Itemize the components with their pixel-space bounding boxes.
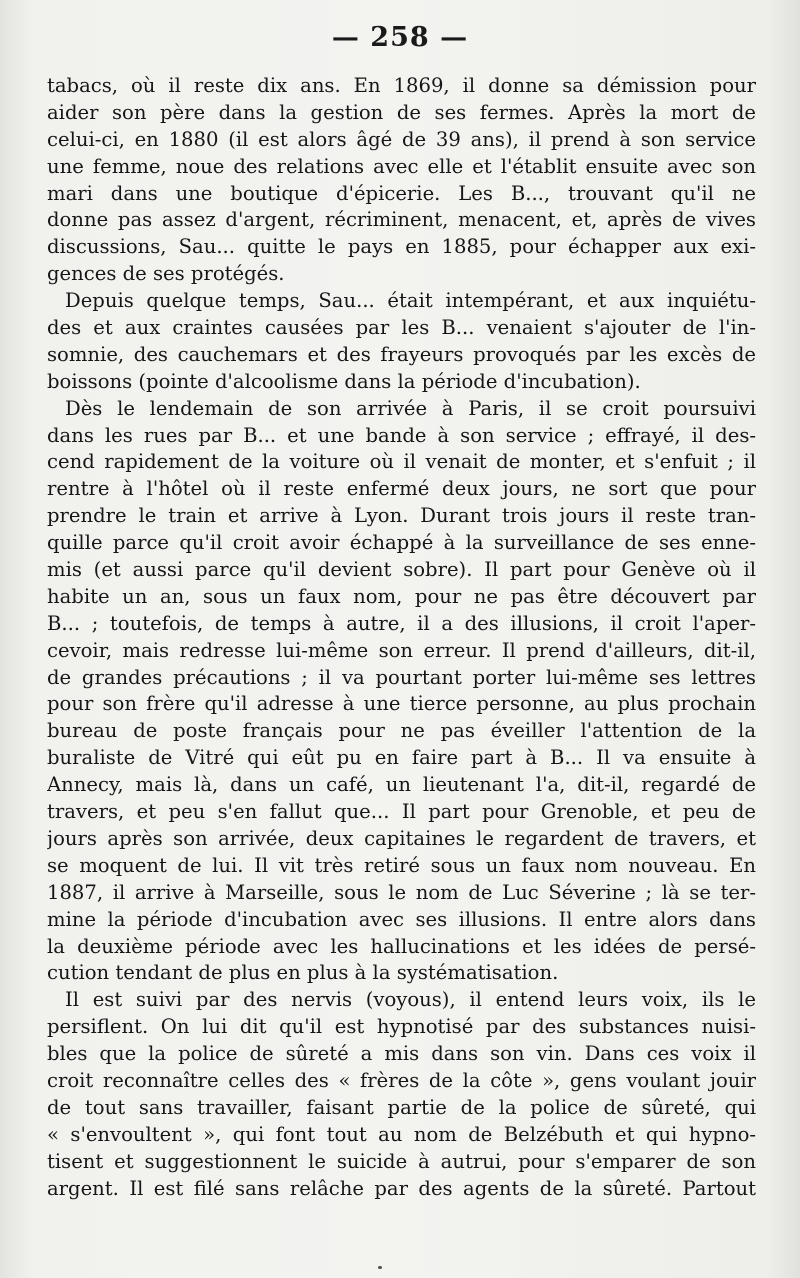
text-line: Il est suivi par des nervis (voyous), il entend leurs voix, ils le (65, 988, 756, 1012)
text-line: boissons (pointe d'alcoolisme dans la période d'incubation). (47, 369, 641, 393)
text-line: tisent et suggestionnent le suicide à autrui, pour s'emparer de son (47, 1149, 756, 1173)
paragraph (47, 396, 756, 988)
text-line: une femme, noue des relations avec elle et l'établit ensuite avec son (47, 154, 756, 178)
text-line: B... ; toutefois, de temps à autre, il a des illusions, il croit l'aper- (47, 611, 756, 635)
text-line: mis (et aussi parce qu'il devient sobre). Il part pour Genève où il (47, 558, 756, 582)
text-line: celui-ci, en 1880 (il est alors âgé de 39 ans), il prend à son service (47, 127, 756, 151)
page-number: — 258 — (331, 22, 469, 53)
paragraph (47, 288, 756, 396)
text-line: habite un an, sous un faux nom, pour ne pas être découvert par (47, 584, 756, 608)
print-speck (378, 1266, 382, 1269)
text-line: mine la période d'incubation avec ses illusions. Il entre alors dans (47, 907, 756, 931)
text-line: mari dans une boutique d'épicerie. Les B..., trouvant qu'il ne (47, 181, 756, 205)
body-text (47, 73, 756, 1202)
text-line: bureau de poste français pour ne pas éveiller l'attention de la (47, 719, 756, 743)
text-line: 1887, il arrive à Marseille, sous le nom de Luc Séverine ; là se ter- (47, 880, 756, 904)
text-line: « s'envoultent », qui font tout au nom de Belzébuth et qui hypno- (47, 1122, 756, 1146)
paragraph (47, 987, 756, 1202)
text-line: croit reconnaître celles des « frères de la côte », gens voulant jouir (47, 1068, 756, 1092)
text-line: jours après son arrivée, deux capitaines le regardent de travers, et (47, 826, 756, 850)
text-line: prendre le train et arrive à Lyon. Durant trois jours il reste tran- (47, 504, 756, 528)
text-line: gences de ses protégés. (47, 262, 285, 286)
text-line: Dès le lendemain de son arrivée à Paris, il se croit poursuivi (65, 396, 756, 420)
text-line: somnie, des cauchemars et des frayeurs provoqués par les excès de (47, 342, 756, 366)
text-line: dans les rues par B... et une bande à son service ; effrayé, il des- (47, 423, 756, 447)
text-line: cution tendant de plus en plus à la systématisation. (47, 961, 559, 985)
text-line: travers, et peu s'en fallut que... Il part pour Grenoble, et peu de (47, 800, 756, 824)
text-line: donne pas assez d'argent, récriminent, menacent, et, après de vives (47, 208, 756, 232)
text-line: la deuxième période avec les hallucinations et les idées de persé- (47, 934, 756, 958)
paragraph (47, 73, 756, 288)
text-line: tabacs, où il reste dix ans. En 1869, il donne sa démission pour (47, 74, 756, 97)
text-line: se moquent de lui. Il vit très retiré sous un faux nom nouveau. En (47, 853, 756, 877)
text-line: cend rapidement de la voiture où il venait de monter, et s'enfuit ; il (47, 450, 756, 474)
text-line: bles que la police de sûreté a mis dans son vin. Dans ces voix il (47, 1042, 756, 1066)
text-line: quille parce qu'il croit avoir échappé à la surveillance de ses enne- (47, 531, 756, 555)
text-line: Depuis quelque temps, Sau... était intempérant, et aux inquiétu- (65, 289, 756, 313)
text-line: buraliste de Vitré qui eût pu en faire part à B... Il va ensuite à (47, 746, 756, 770)
text-line: persiflent. On lui dit qu'il est hypnotisé par des substances nuisi- (47, 1015, 756, 1039)
text-line: aider son père dans la gestion de ses fermes. Après la mort de (47, 100, 756, 124)
text-line: argent. Il est filé sans relâche par des agents de la sûreté. Partout (47, 1176, 756, 1200)
text-line: Annecy, mais là, dans un café, un lieutenant l'a, dit-il, regardé de (47, 773, 756, 797)
text-line: des et aux craintes causées par les B... venaient s'ajouter de l'in- (47, 316, 756, 340)
text-line: de grandes précautions ; il va pourtant porter lui-même ses lettres (47, 665, 756, 689)
text-line: cevoir, mais redresse lui-même son erreur. Il prend d'ailleurs, dit-il, (47, 638, 756, 662)
text-line: rentre à l'hôtel où il reste enfermé deux jours, ne sort que pour (47, 477, 756, 501)
text-line: de tout sans travailler, faisant partie de la police de sûreté, qui (47, 1095, 756, 1119)
text-line: pour son frère qu'il adresse à une tierce personne, au plus prochain (47, 692, 756, 716)
text-line: discussions, Sau... quitte le pays en 1885, pour échapper aux exi- (47, 235, 756, 259)
